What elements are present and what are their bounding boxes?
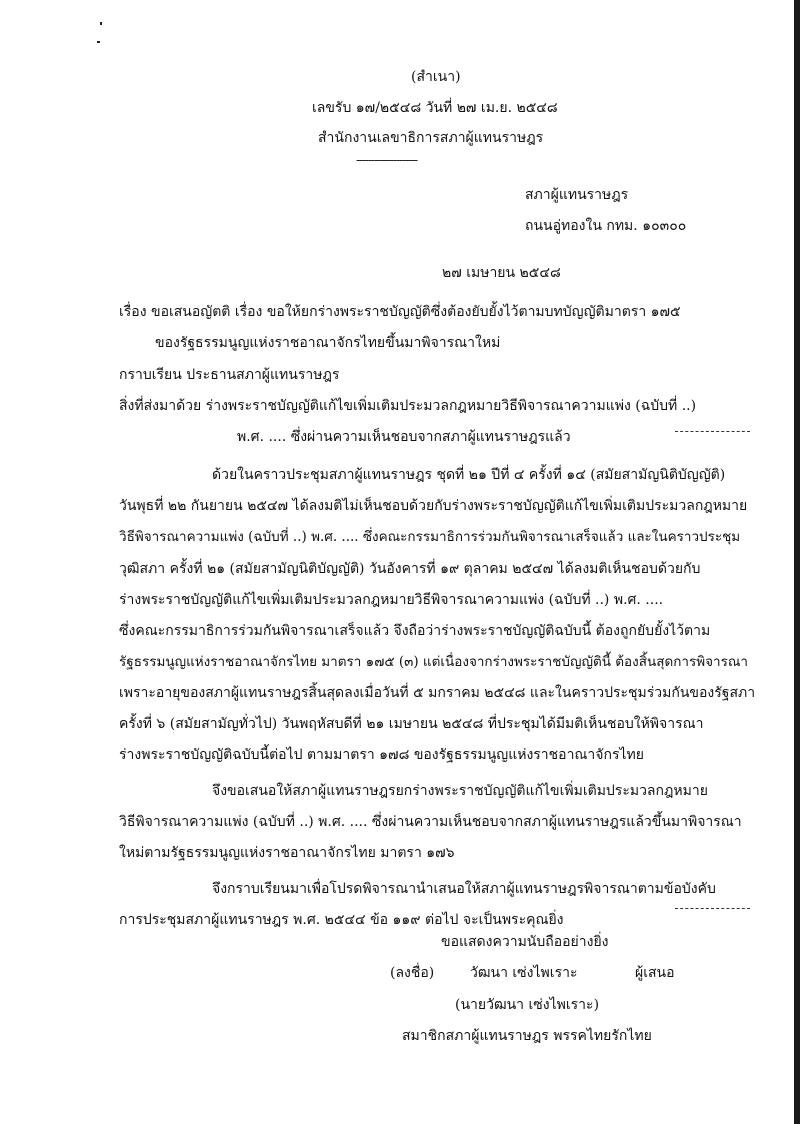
scan-edge (794, 0, 800, 1124)
body-p2-line: วิธีพิจารณาความแพ่ง (ฉบับที่ ..) พ.ศ. .... ซึ่งผ่านความเห็นชอบจากสภาผู้แทนราษฎรแล้วขึ้นมาพิจารณา (119, 814, 742, 830)
address-line-2: ถนนอู่ทองใน กทม. ๑๐๓๐๐ (525, 218, 687, 234)
receipt-line: เลขรับ ๑๗/๒๕๔๘ วันที่ ๒๗ เม.ย. ๒๕๔๘ (312, 100, 558, 116)
body-p1-line: วุฒิสภา ครั้งที่ ๒๑ (สมัยสามัญนิติบัญญัติ) วันอังคารที่ ๑๙ ตุลาคม ๒๕๔๗ ได้ลงมติเห็นชอบด้วยกับ (119, 561, 701, 577)
salutation: กราบเรียน ประธานสภาผู้แทนราษฎร (119, 367, 340, 383)
office-name: สำนักงานเลขาธิการสภาผู้แทนราษฎร (318, 130, 544, 146)
subject-line-2: ของรัฐธรรมนูญแห่งราชอาณาจักรไทยขึ้นมาพิจารณาใหม่ (155, 335, 501, 351)
letter-date: ๒๗ เมษายน ๒๕๔๘ (442, 265, 561, 281)
margin-dash-mark (675, 908, 750, 909)
body-p1-line: ด้วยในคราวประชุมสภาผู้แทนราษฎร ชุดที่ ๒๑ ปีที่ ๔ ครั้งที่ ๑๔ (สมัยสามัญนิติบัญญัติ) (212, 467, 726, 483)
body-p1-line: รัฐธรรมนูญแห่งราชอาณาจักรไทย มาตรา ๑๗๕ (๓) แต่เนื่องจากร่างพระราชบัญญัตินี้ ต้องสิ้นสุดการพิจารณา (119, 654, 748, 670)
copy-mark: (สำเนา) (411, 69, 461, 85)
body-p2-line: จึงขอเสนอให้สภาผู้แทนราษฎรยกร่างพระราชบัญญัติแก้ไขเพิ่มเติมประมวลกฎหมาย (212, 783, 708, 799)
signer-position: สมาชิกสภาผู้แทนราษฎร พรรคไทยรักไทย (402, 1028, 652, 1044)
address-line-1: สภาผู้แทนราษฎร (525, 187, 629, 203)
body-p3-line: จึงกราบเรียนมาเพื่อโปรดพิจารณานำเสนอให้สภาผู้แทนราษฎรพิจารณาตามข้อบังคับ (212, 881, 716, 897)
body-p3-line: การประชุมสภาผู้แทนราษฎร พ.ศ. ๒๕๔๔ ข้อ ๑๑๙ ต่อไป จะเป็นพระคุณยิ่ง (119, 912, 564, 928)
body-p2-line: ใหม่ตามรัฐธรรมนูญแห่งราชอาณาจักรไทย มาตรา ๑๗๖ (119, 845, 455, 861)
body-p1-line: ซึ่งคณะกรรมาธิการร่วมกันพิจารณาเสร็จแล้ว จึงถือว่าร่างพระราชบัญญัติฉบับนี้ ต้องถูกยับยั้งไว้ตาม (119, 623, 711, 639)
signer-name: วัฒนา เซ่งไพเราะ (470, 965, 578, 981)
margin-dash-mark (675, 431, 750, 432)
body-p1-line: ร่างพระราชบัญญัติแก้ไขเพิ่มเติมประมวลกฎหมายวิธีพิจารณาความแพ่ง (ฉบับที่ ..) พ.ศ. .... (119, 592, 664, 608)
proposer-label: ผู้เสนอ (635, 965, 675, 981)
body-p1-line: วิธีพิจารณาความแพ่ง (ฉบับที่ ..) พ.ศ. .... ซึ่งคณะกรรมาธิการร่วมกันพิจารณาเสร็จแล้ว และในคราวประชุม (119, 529, 741, 545)
scan-speck (97, 41, 100, 43)
enclosure-line-1: สิ่งที่ส่งมาด้วย ร่างพระราชบัญญัติแก้ไขเพิ่มเติมประมวลกฎหมายวิธีพิจารณาความแพ่ง (ฉบับที่ ..) (119, 398, 697, 414)
header-separator: -------------------- (356, 153, 418, 167)
enclosure-line-2: พ.ศ. .... ซึ่งผ่านความเห็นชอบจากสภาผู้แทนราษฎรแล้ว (237, 429, 571, 445)
body-p1-line: เพราะอายุของสภาผู้แทนราษฎรสิ้นสุดลงเมื่อวันที่ ๕ มกราคม ๒๕๔๘ และในคราวประชุมร่วมกันของรัฐสภา (119, 685, 756, 701)
printed-name: (นายวัฒนา เซ่งไพเราะ) (455, 997, 600, 1013)
body-p1-line: วันพุธที่ ๒๒ กันยายน ๒๕๔๗ ได้ลงมติไม่เห็นชอบด้วยกับร่างพระราชบัญญัติแก้ไขเพิ่มเติมประมวลกฎหมาย (119, 498, 748, 514)
scan-speck (100, 22, 102, 25)
subject-line-1: เรื่อง ขอเสนอญัตติ เรื่อง ขอให้ยกร่างพระราชบัญญัติซึ่งต้องยับยั้งไว้ตามบทบัญญัติมาตรา ๑๗๕ (119, 304, 681, 320)
body-p1-line: ร่างพระราชบัญญัติฉบับนี้ต่อไป ตามมาตรา ๑๗๘ ของรัฐธรรมนูญแห่งราชอาณาจักรไทย (119, 747, 644, 763)
sign-label: (ลงชื่อ) (390, 965, 435, 981)
closing-regards: ขอแสดงความนับถืออย่างยิ่ง (441, 934, 609, 950)
body-p1-line: ครั้งที่ ๖ (สมัยสามัญทั่วไป) วันพฤหัสบดีที่ ๒๑ เมษายน ๒๕๔๘ ที่ประชุมได้มีมติเห็นชอบให้พิจารณา (119, 716, 704, 732)
